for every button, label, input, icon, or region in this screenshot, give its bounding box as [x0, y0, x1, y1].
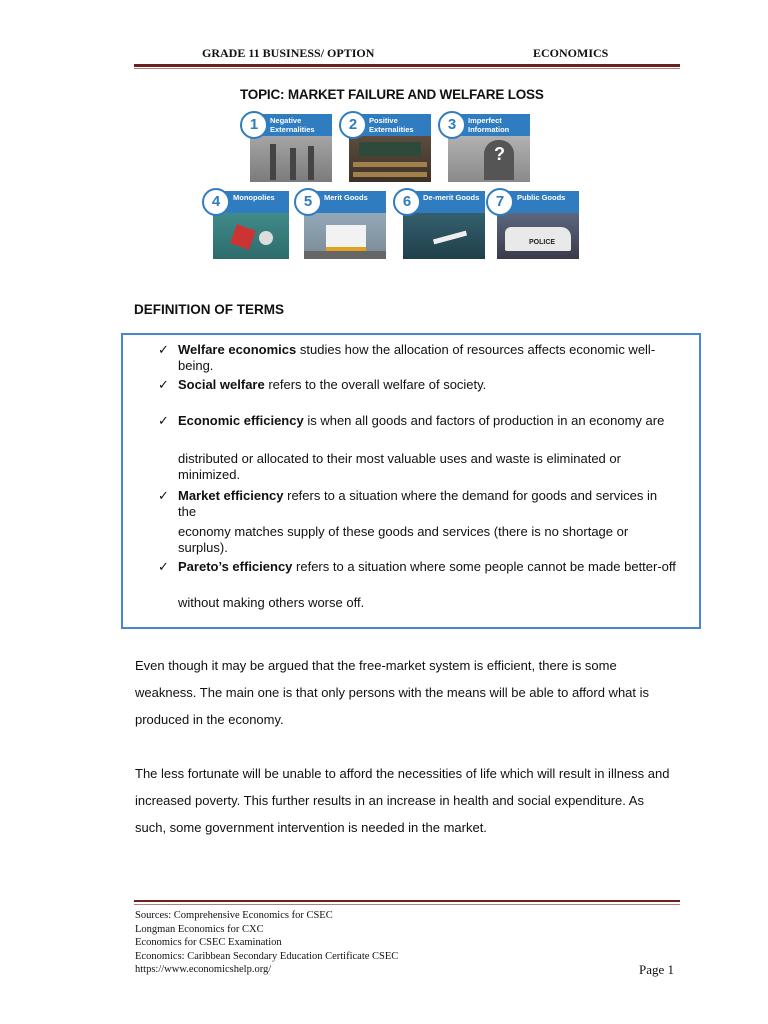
definition-text: studies how the allocation of resources affects economic well-being. [178, 342, 656, 373]
tile-number: 1 [240, 111, 268, 139]
tile-label: Positive Externalities [349, 114, 431, 136]
token-icon [259, 231, 273, 245]
check-mark-icon: ✓ [158, 413, 169, 428]
check-mark-icon: ✓ [158, 488, 169, 503]
definition-term: Social welfare [178, 377, 265, 392]
chalkboard-icon [359, 142, 421, 156]
definition-item [178, 342, 678, 374]
tile-label: Imperfect Information [448, 114, 530, 136]
header-right: ECONOMICS [533, 46, 609, 60]
tile-label: Merit Goods [304, 191, 386, 213]
definition-continuation: economy matches supply of these goods and services (there is no shortage or surplus). [178, 524, 629, 555]
police-car-label: POLICE [529, 239, 556, 246]
topic-title: TOPIC: MARKET FAILURE AND WELFARE LOSS [240, 87, 544, 102]
header-left: GRADE 11 BUSINESS/ OPTION [202, 46, 375, 60]
definition-continuation: distributed or allocated to their most valuable uses and waste is eliminated or minimized. [178, 451, 621, 482]
game-piece-icon [230, 224, 256, 250]
cigarette-icon [433, 231, 467, 245]
page-number: Page 1 [639, 962, 675, 977]
tile-number: 2 [339, 111, 367, 139]
question-mark-icon: ? [494, 144, 505, 164]
definition-term: Pareto’s efficiency [178, 559, 293, 574]
header-rule-thin [134, 68, 680, 69]
header-rule [134, 64, 680, 67]
body-paragraph-1: Even though it may be argued that the free-market system is efficient, there is some weakness. The main one is that only persons with the means will be able to afford what is produced in the economy. [135, 658, 650, 727]
check-mark-icon: ✓ [158, 377, 169, 392]
source-item: Economics for CSEC Examination [135, 937, 282, 948]
definition-term: Market efficiency [178, 488, 284, 503]
tile-number: 7 [486, 188, 514, 216]
definition-item [178, 413, 678, 429]
definition-text: refers to a situation where the demand for goods and services in the [178, 488, 658, 519]
definition-text: is when all goods and factors of production in an economy are [303, 413, 665, 428]
tile-label: Negative Externalities [250, 114, 332, 136]
market-failure-figure [200, 108, 590, 263]
definition-item [178, 377, 678, 393]
definitions-title: DEFINITION OF TERMS [134, 302, 284, 317]
ambulance-icon [326, 225, 366, 251]
tile-label: Monopolies [213, 191, 289, 213]
definition-term: Economic efficiency [178, 413, 304, 428]
footer-rule [134, 900, 680, 902]
tile-number: 3 [438, 111, 466, 139]
source-item: Sources: Comprehensive Economics for CSEC [135, 910, 333, 921]
source-item: Longman Economics for CXC [135, 923, 264, 935]
tile-label: Public Goods [497, 191, 579, 213]
chimney-icon [270, 144, 276, 180]
definition-item [178, 488, 678, 520]
tile-label: De-merit Goods [403, 191, 485, 213]
footer-rule-thin [134, 904, 680, 905]
chimney-icon [308, 146, 314, 180]
definition-text: refers to the overall welfare of society. [264, 377, 487, 392]
desk-icon [353, 162, 427, 167]
check-mark-icon: ✓ [158, 342, 169, 357]
source-item: Economics: Caribbean Secondary Education Certificate CSEC [135, 950, 399, 962]
sources-list [135, 909, 398, 977]
check-mark-icon: ✓ [158, 559, 169, 574]
definition-item [178, 559, 678, 575]
tile-number: 5 [294, 188, 322, 216]
tile-number: 4 [202, 188, 230, 216]
body-paragraph-2: The less fortunate will be unable to afford the necessities of life which will result in illness and increased poverty. This further results in an increase in health and social expenditure. As such, some government intervention is needed in the market. [135, 766, 670, 835]
desk-icon [353, 172, 427, 177]
definition-term: Welfare economics [178, 342, 297, 357]
definition-text: refers to a situation where some people cannot be made better-off [292, 559, 676, 574]
definition-continuation: without making others worse off. [178, 595, 365, 610]
tile-number: 6 [393, 188, 421, 216]
chimney-icon [290, 148, 296, 180]
source-link[interactable]: https://www.economicshelp.org/ [135, 964, 272, 975]
road-icon [304, 251, 386, 259]
